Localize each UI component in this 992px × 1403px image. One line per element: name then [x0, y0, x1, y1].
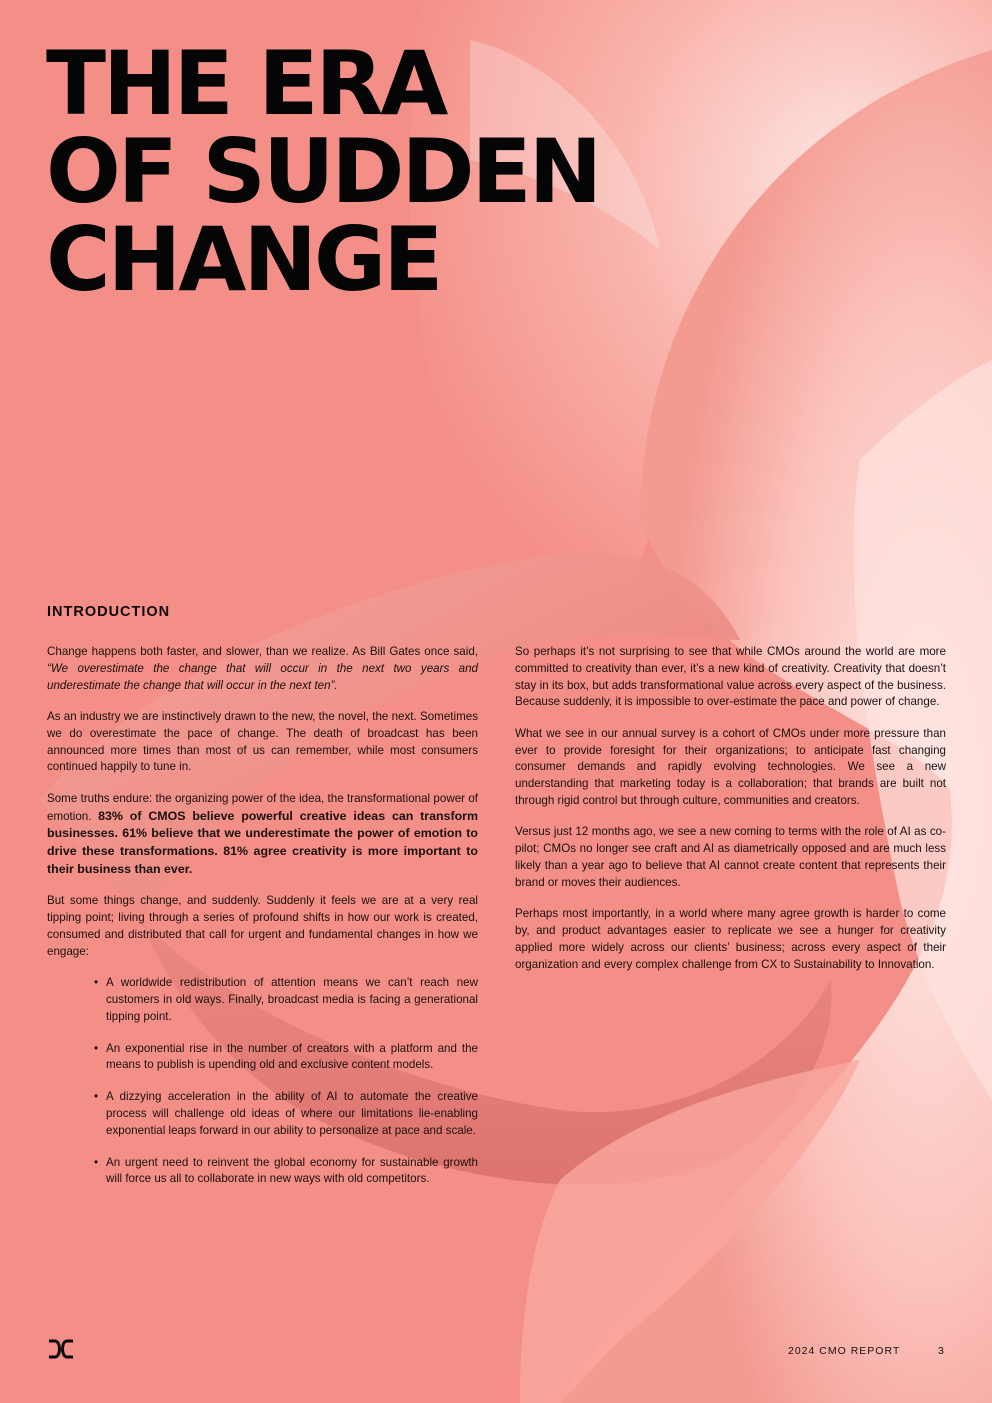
right-column [515, 644, 946, 988]
title-line: CHANGE [46, 208, 441, 311]
title-line: OF SUDDEN [46, 120, 600, 223]
intro-paragraph [47, 644, 478, 694]
quote-text: “We overestimate the change that will occur in the next two years and underestimate the change that will occur in the next ten”. [47, 661, 478, 692]
dentsu-creative-logo-icon [47, 1339, 75, 1359]
bullet-item: • An urgent need to reinvent the global economy for sustainable growth will force us all to collaborate in new ways with old competitors. [94, 1155, 478, 1189]
bullet-item: • A dizzying acceleration in the ability of AI to automate the creative process will challenge old ideas of where our limitations lie-enabling exponential leaps forward in our ability to personalize at pace and scale. [94, 1089, 478, 1139]
stats-paragraph [47, 791, 478, 879]
title-line: THE ERA [46, 32, 446, 135]
paragraph: So perhaps it’s not surprising to see that while CMOs around the world are more committed to creativity than ever, it’s a new kind of creativity. Creativity that doesn’t stay in its box, but adds transformational value across every aspect of the business. Because suddenly, it is impossible to over-estimate the pace and power of change. [515, 645, 946, 709]
report-label: 2024 CMO REPORT [788, 1345, 901, 1357]
paragraph: But some things change, and suddenly. Suddenly it feels we are at a very real tipping point; living through a series of profound shifts in how our work is created, consumed and distributed that call for urgent and fundamental changes in how we engage: [47, 894, 478, 958]
bullet-item: • A worldwide redistribution of attention means we can’t reach new customers in old ways. Finally, broadcast media is facing a generational tipping point. [94, 975, 478, 1025]
paragraph: What we see in our annual survey is a cohort of CMOs under more pressure than ever to provide foresight for their organizations; to anticipate fast changing consumer demands and rapidly evolving technologies. We see a new understanding that marketing today is a collaboration; that brands are built not through rigid control but through culture, communities and creators. [515, 726, 946, 807]
page-title [46, 32, 600, 311]
paragraph-text: Some truths endure: the organizing power of the idea, the transformational power of emotion. [47, 791, 478, 823]
section-heading: INTRODUCTION [47, 604, 171, 620]
stats-highlight: 83% of CMOS believe powerful creative ideas can transform businesses. 61% believe that we underestimate the power of emotion to drive these transformations. 81% agree creativity is more important to their business than ever. [47, 808, 478, 876]
paragraph: Versus just 12 months ago, we see a new coming to terms with the role of AI as co-pilot; CMOs no longer see craft and AI as diametrically opposed and are much less likely than a year ago to believe that AI cannot create content that represents their brand or moves their audiences. [515, 825, 946, 889]
bullet-item: • An exponential rise in the number of creators with a platform and the means to publish is upending old and exclusive content models. [94, 1041, 478, 1075]
left-column [47, 644, 478, 1203]
paragraph-text: Change happens both faster, and slower, than we realize. As Bill Gates once said, [47, 645, 478, 658]
paragraph: As an industry we are instinctively drawn to the new, the novel, the next. Sometimes we do overestimate the pace of change. The death of broadcast has been announced more times than most of us can remember, while most consumers continued happily to tune in. [47, 709, 478, 774]
page-number: 3 [938, 1345, 944, 1357]
paragraph: Perhaps most importantly, in a world where many agree growth is harder to come by, and product advantages easier to replicate we see a hunger for creativity applied more widely across our clients’ business; across every aspect of their organization and every complex challenge from CX to Sustainability to Innovation. [515, 907, 946, 971]
bullet-list [47, 975, 478, 1188]
